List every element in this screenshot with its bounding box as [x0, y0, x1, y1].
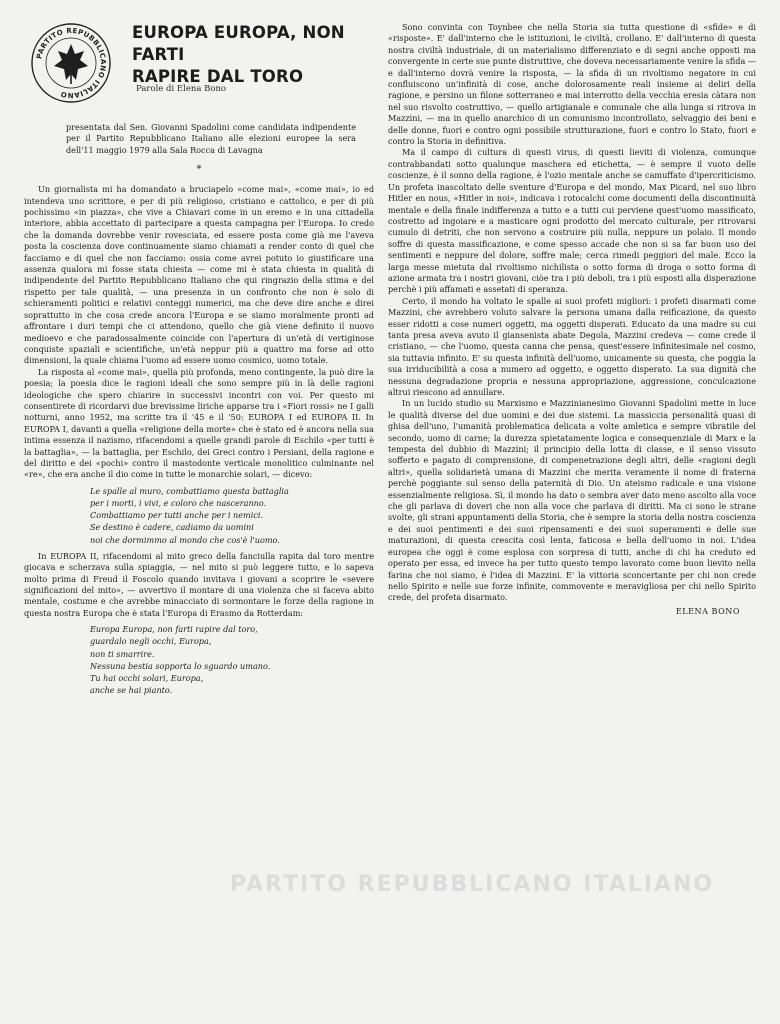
intro-paragraph: presentata dal Sen. Giovanni Spadolini come candidata indipendente per il Partito Repubblicano Italiano alle elezioni europee la sera dell'11 maggio 1979 alla Sala Rocca di Lavagna	[66, 122, 356, 155]
poem-line: Europa Europa, non farti rapire dal toro,	[90, 624, 258, 635]
ivy-leaf-icon	[54, 44, 88, 84]
bleed-through-watermark: PARTITO REPUBBLICANO ITALIANO	[230, 872, 715, 897]
section-separator: *	[196, 164, 202, 176]
poem-line: Tu hai occhi solari, Europa,	[90, 673, 204, 684]
article-title	[132, 22, 374, 88]
poem-line: per i morti, i vivi, e coloro che nasceranno.	[90, 497, 267, 508]
body-paragraph: La risposta al «come mai», quella più profonda, meno contingente, la può dire la poesia; la poesia dice le ragioni ideali che sono sempre più in là delle ragioni ideologiche che spero chiarire in successivi incontri con voi. Per questo mi consentirete di ricordarvi due brevissime liriche apparse tra i «Fiori rossi» ne I galli notturni, anno 1952, ma scritte tra il '45 e il '50: EUROPA I ed EUROPA II. In EUROPA I, davanti a quella «religione della morte» che è stato ed è ancora nella sua intima essenza il nazismo, rifacendomi a quelle grandi parole di Eschilo «per tutti è la battaglia», — la battaglia, per Eschilo, dei Greci contro i Persiani, della ragione e del diritto e dei «pochi» contro il mastodonte verticale monolitico culminante nel «re», che era anche il dio come in tutte le monarchie solari, — dicevo:	[24, 366, 374, 480]
signature: ELENA BONO	[675, 605, 740, 616]
poem-line: Se destino è cadere, cadiamo da uomini	[90, 522, 254, 533]
left-column	[24, 22, 374, 701]
poem-line: anche se hai pianto.	[90, 685, 173, 696]
title-line-2: RAPIRE DAL TORO	[132, 67, 304, 86]
body-paragraph: In un lucido studio su Marxismo e Mazzinianesimo Giovanni Spadolini mette in luce le qualità diverse del due uomini e dei due sistemi. La massiccia personalità quasi di ghisa dell'uno, l'umanità problematica delicata a volte amletica e sempre vibratile del secondo, uomo di carne; la durezza spietatamente logica e consequenziale di Marx e la tempesta del dubbio di Mazzini; il principio della lotta di classe, e il senso vissuto sofferto e pagato di comprensione, di compenetrazione degli altri, delle «ragioni degli altri», quella solidarietà umana di Mazzini che merita veramente il nome di fraterna perchè poggiante sul senso della paternità di Dio. Un ateismo radicale e una visione essenzialmente religiosa. Sì, il mondo ha dato o sembra aver dato meno ascolto alla voce che gli parlava di doveri che non alla voce che parlava di diritti. Ma ci sono le strane svolte, gli strani appuntamenti della Storia, che è sempre la storia della nostra coscienza e dei suoi pentimenti e dei suoi ripensamenti e dei suoi superamenti e delle sue maturazioni, di questa crescita così lenta, faticosa e bella dell'uomo in noi. L'idea europea che oggi è come esplosa con sorpresa di tutti, anche di chi ha creduto ed operato per essa, ed invece ha per tutto questo tempo lavorato come buon lievito nella farina che noi siamo, è l'idea di Mazzini. E' la vittoria sconcertante per chi non crede nello Spirito e nelle sue forze infinite, commovente e meravigliosa per chi nello Spirito crede, del profeta disarmato.	[388, 398, 756, 603]
body-paragraph: Ma il campo di cultura di questi virus, di questi lieviti di violenza, comunque contrabbandati sotto qualunque maschera ed etichetta, — è sempre il vuoto delle coscienze, è il sonno della ragione, è l'ozio mentale anche se camuffato d'ipercriticismo. Un profeta inascoltato delle sventure d'Europa e del mondo, Max Picard, nel suo libro Hitler en nous, «Hitler in noi», indicava i rotocalchi come documenti della discontinuità mentale e della finale indifferenza a tutto e a tutti cui perviene quest'uomo massificato, costretto ad ingoiare e a masticare ogni prodotto del mercato culturale, per ritrovarsi cumulo di detriti, che non servono a costruire più nulla, neppure un polaio. Il mondo soffre di questa massificazione, e come spesso accade che non si sa far buon uso dei sentimenti e neppure del dolore, soffre male; cerca rimedi peggiori del male. Ecco la larga messe mietuta dal rivoltismo nichilista o sotto forma di droga o sotto forma di azione armata tra i nostri giovani, ciòe tra i più deboli, tra i più esposti alla disperazione perchè i più affamati e assetati di speranza.	[388, 147, 756, 295]
poem-europa-i	[90, 485, 374, 546]
poem-line: non ti smarrire.	[90, 648, 155, 659]
poem-line: guardalo negli occhi, Europa,	[90, 636, 212, 647]
body-paragraph: Certo, il mondo ha voltato le spalle ai suoi profeti migliori: i profeti disarmati come Mazzini, che avrebbero voluto salvare la persona umana dalla reificazione, da questo esser ridotti a cose numeri oggetti, ma oggetti disperati. Educato da una madre su cui tanta presa aveva avuto il giansenista abate Degola, Mazzini credeva — come crede il cristiano, — che l'uomo, questa canna che pensa, quest'essere infinitesimale nel cosmo, sia tuttavia infinito. E' su questa infinità dell'uomo, unicamente su questa, che poggia la sua irriducibilità a cosa a numero ad oggetto, e oggetto disperato. La sua dignità che nessuna degradazione propria e nessuna appropriazione, aggressione, conculcazione altrui riescono ad annullare.	[388, 295, 756, 397]
poem-line: Combattiamo per tutti anche per i nemici.	[90, 510, 264, 521]
poem-line: Le spalle al muro, combattiamo questa battaglia	[90, 485, 289, 496]
right-column	[388, 22, 756, 616]
byline: Parole di Elena Bono	[136, 84, 227, 94]
body-paragraph: In EUROPA II, rifacendomi al mito greco della fanciulla rapita dal toro mentre giocava e scherzava sulla spiaggia, — nel mito si può leggere tutto, e lo sapeva molto prima di Freud il Foscolo quando invitava i giovani a scoprire le «severe significazioni del mito», — avvertivo il montare di una violenza che si faceva abito mentale, costume e che avrebbe minacciato di sormontare le forze della ragione in questa nostra Europa che è stata l'Europa di Erasmo da Rotterdam:	[24, 550, 374, 618]
poem-line: noi che dormimmo al mondo che cos'è l'uomo.	[90, 534, 280, 545]
poem-line: Nessuna bestia sopporta lo sguardo umano.	[90, 660, 271, 671]
body-paragraph: Sono convinta con Toynbee che nella Storia sia tutta questione di «sfide» e di «risposte». E' dall'interno che le istituzioni, le civiltà, crollano. E' dall'interno di questa nostra civiltà industriale, di un materialismo differenziato e di segni anche opposti ma convergente in certe sue punte distruttive, che doveva necessariamente venire la sfida — e dall'interno dovrà venire la risposta, — la sfida di un rivoltismo negatore in cui confluiscono un'infinità di cose, anche dolorosamente reali insieme ai deliri della ragione, e persino un filone sotterraneo e mai interrotto della vecchia eresia càtara non nel suo risvolto costruttivo, — quello artigianale e comunale che alla lunga si ritrova in Mazzini, — ma in quello anarchico di un comunismo incontrollato, selvaggio dei beni e delle donne, fuori e contro ogni possibile strutturazione, fuori e contro lo Stato, fuori e contro la Storia in definitiva.	[388, 22, 756, 147]
article-header	[24, 22, 374, 120]
body-paragraph: Un giornalista mi ha domandato a bruciapelo «come mai», «come mai», io ed intendeva uno scrittore, e per di più religioso, cristiano e cattolico, e per di più pochissimo «in piazza», che vive a Chiavari come in un eremo e in una cittadella interiore, abbia accettato di partecipare a questa campagna per l'Europa. Io credo che la domanda dovrebbe venir rovesciata, ed essere posta come già me l'aveva posta la coscienza dove continuamente siamo chiamati a render conto di quel che facciamo e di quel che non facciamo: ossia come avrei potuto io giustificare una assenza qualora mi fosse stata chiesta — come mi è stata chiesta in qualità di indipendente del Partito Repubblicano Italiano che qui ringrazio della stima e del rispetto per tale qualità, — una presenza in un confronto che non è solo di schieramenti politici e relativi conteggi numerici, ma che deve dire anche e direi soprattutto in che cosa crede ancora l'Europa e se siamo moralmente pronti ad affrontare i duri tempi che ci attendono, quello che già viene definito il nuovo medioevo e che paradossalmente coincide con l'apertura di un'età di vertiginose conquiste spaziali e scientifiche, un'età neppur più a quattro ma forse ad otto dimensioni, la quale chiama l'uomo ad essere uomo cosmico, uomo totale.	[24, 184, 374, 366]
party-logo	[30, 22, 112, 104]
poem-europa-ii	[90, 623, 374, 696]
title-line-1: EUROPA EUROPA, NON FARTI	[132, 23, 345, 64]
svg-text:PARTITO REPUBBLICANO ITALIANO: PARTITO REPUBBLICANO ITALIANO	[35, 26, 108, 100]
